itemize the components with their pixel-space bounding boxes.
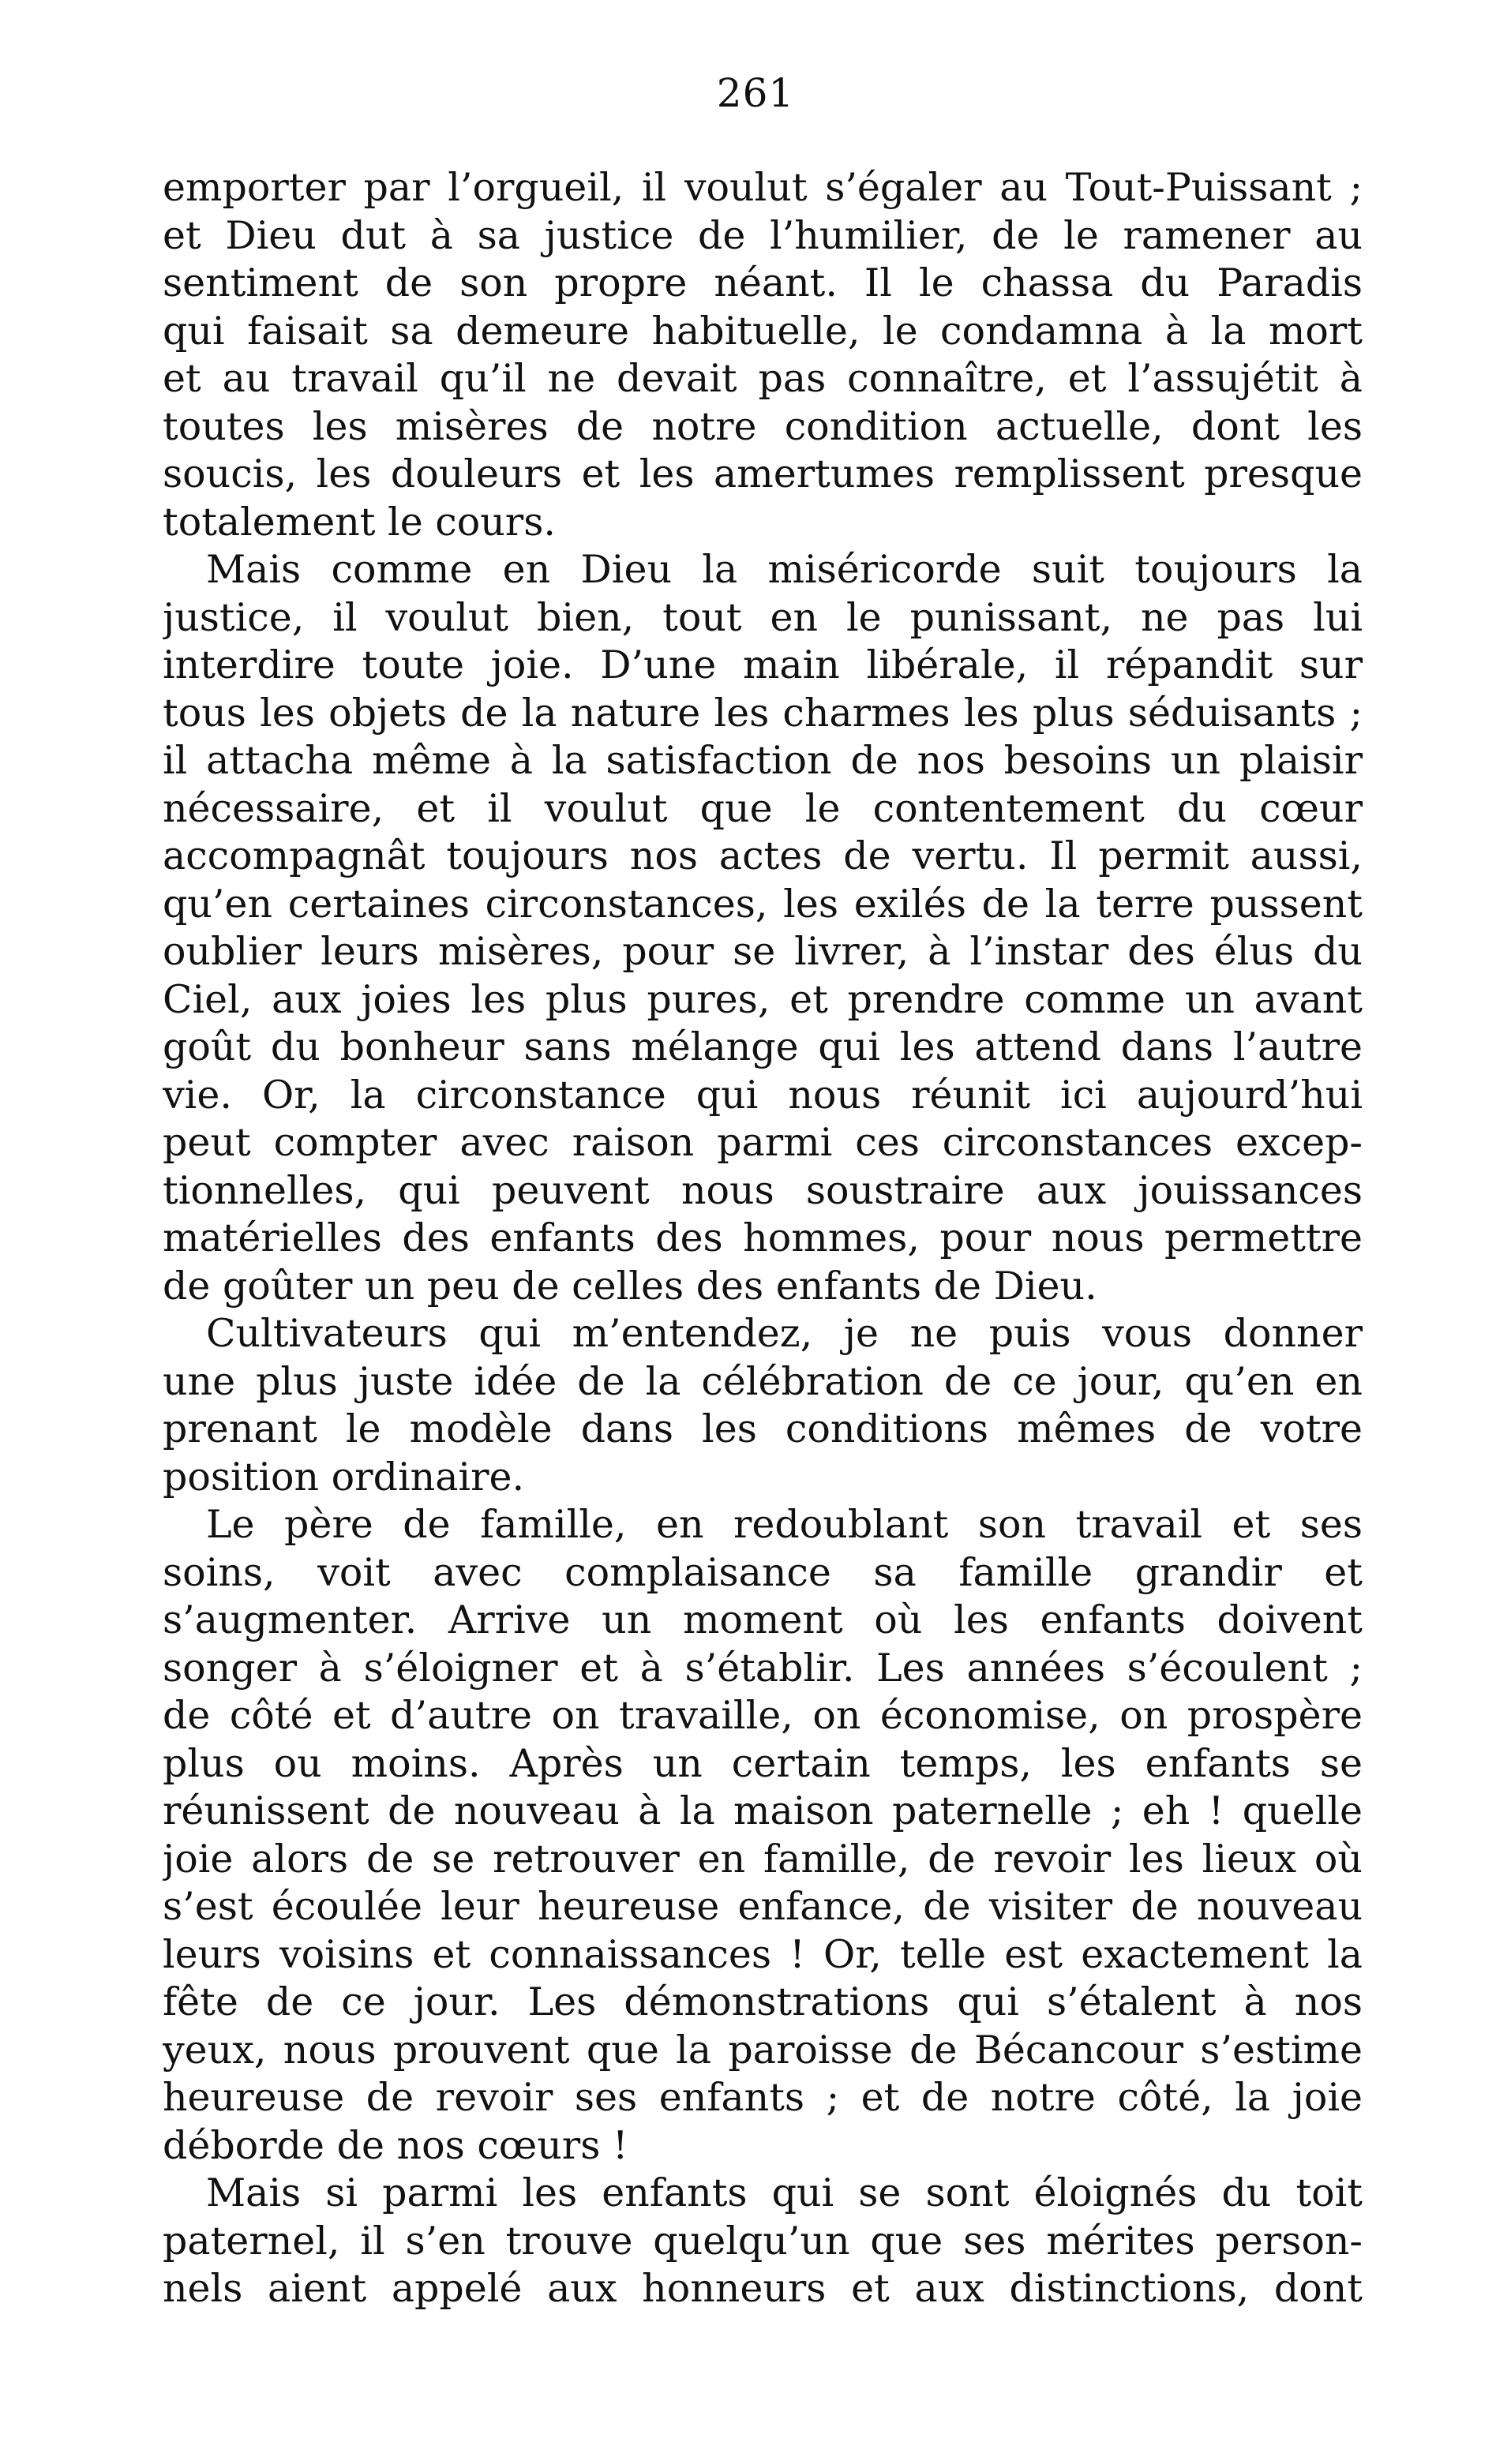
text-line: Mais si parmi les enfants qui se sont éloignés du toit <box>206 2170 1363 2215</box>
text-line: qui faisait sa demeure habituelle, le condamna à la mort <box>163 308 1363 354</box>
text-line: s’est écoulée leur heureuse enfance, de visiter de nouveau <box>163 1884 1363 1929</box>
text-line: vie. Or, la circonstance qui nous réunit ici aujourd’hui <box>163 1072 1363 1118</box>
text-line: sentiment de son propre néant. Il le chassa du Paradis <box>163 260 1363 305</box>
text-line: emporter par l’orgueil, il voulut s’égaler au Tout-Puissant ; <box>163 165 1363 210</box>
text-line: une plus juste idée de la célébration de ce jour, qu’en en <box>163 1358 1363 1404</box>
text-line: totalement le cours. <box>163 499 556 545</box>
paragraph <box>163 164 1363 546</box>
text-line: soins, voit avec complaisance sa famille grandir et <box>163 1549 1363 1595</box>
text-line: de côté et d’autre on travaille, on économise, on prospère <box>163 1693 1363 1738</box>
text-line: Ciel, aux joies les plus pures, et prendre comme un avant <box>163 976 1363 1022</box>
text-line: nels aient appelé aux honneurs et aux distinctions, dont <box>163 2266 1363 2311</box>
text-line: leurs voisins et connaissances ! Or, telle est exactement la <box>163 1931 1363 1977</box>
text-line: accompagnât toujours nos actes de vertu. Il permit aussi, <box>163 833 1363 878</box>
text-line: tous les objets de la nature les charmes les plus séduisants ; <box>163 690 1363 736</box>
text-line: tionnelles, qui peuvent nous soustraire aux jouissances <box>163 1167 1363 1213</box>
text-line: et au travail qu’il ne devait pas connaître, et l’assujétit à <box>163 356 1363 401</box>
text-line: réunissent de nouveau à la maison paternelle ; eh ! quelle <box>163 1788 1363 1833</box>
text-line: songer à s’éloigner et à s’établir. Les années s’écoulent ; <box>163 1645 1363 1691</box>
text-line: joie alors de se retrouver en famille, de revoir les lieux où <box>163 1836 1363 1882</box>
text-line: toutes les misères de notre condition actuelle, dont les <box>163 403 1363 449</box>
text-line: Le père de famille, en redoublant son travail et ses <box>206 1502 1363 1547</box>
text-line: peut compter avec raison parmi ces circonstances excep- <box>163 1120 1363 1165</box>
text-line: plus ou moins. Après un certain temps, les enfants se <box>163 1740 1363 1786</box>
text-line: goût du bonheur sans mélange qui les attend dans l’autre <box>163 1024 1363 1069</box>
text-line: et Dieu dut à sa justice de l’humilier, de le ramener au <box>163 212 1363 258</box>
text-line: fête de ce jour. Les démonstrations qui s’étalent à nos <box>163 1979 1363 2024</box>
paragraph <box>163 546 1363 1310</box>
text-line: yeux, nous prouvent que la paroisse de Bécancour s’estime <box>163 2027 1363 2073</box>
text-line: heureuse de revoir ses enfants ; et de notre côté, la joie <box>163 2075 1363 2120</box>
text-line: prenant le modèle dans les conditions mêmes de votre <box>163 1406 1363 1451</box>
text-line: Cultivateurs qui m’entendez, je ne puis vous donner <box>206 1311 1363 1356</box>
body-text <box>163 164 1363 2313</box>
text-line: justice, il voulut bien, tout en le punissant, ne pas lui <box>163 594 1363 640</box>
page-number: 261 <box>716 70 795 116</box>
paragraph <box>163 2170 1363 2313</box>
text-line: il attacha même à la satisfaction de nos besoins un plaisir <box>163 738 1363 783</box>
text-line: matérielles des enfants des hommes, pour nous permettre <box>163 1215 1363 1260</box>
text-line: qu’en certaines circonstances, les exilés de la terre pussent <box>163 881 1363 927</box>
text-line: soucis, les douleurs et les amertumes remplissent presque <box>163 451 1363 496</box>
text-line: Mais comme en Dieu la miséricorde suit toujours la <box>206 547 1363 592</box>
paragraph <box>163 1501 1363 2170</box>
text-line: de goûter un peu de celles des enfants de Dieu. <box>163 1263 1097 1309</box>
text-line: déborde de nos cœurs ! <box>163 2122 628 2168</box>
text-line: position ordinaire. <box>163 1454 525 1500</box>
text-line: s’augmenter. Arrive un moment où les enfants doivent <box>163 1597 1363 1642</box>
text-line: nécessaire, et il voulut que le contentement du cœur <box>163 785 1363 831</box>
text-line: oublier leurs misères, pour se livrer, à l’instar des élus du <box>163 929 1363 974</box>
paragraph <box>163 1310 1363 1501</box>
text-line: interdire toute joie. D’une main libérale, il répandit sur <box>163 642 1363 687</box>
text-line: paternel, il s’en trouve quelqu’un que ses mérites person- <box>163 2218 1363 2264</box>
